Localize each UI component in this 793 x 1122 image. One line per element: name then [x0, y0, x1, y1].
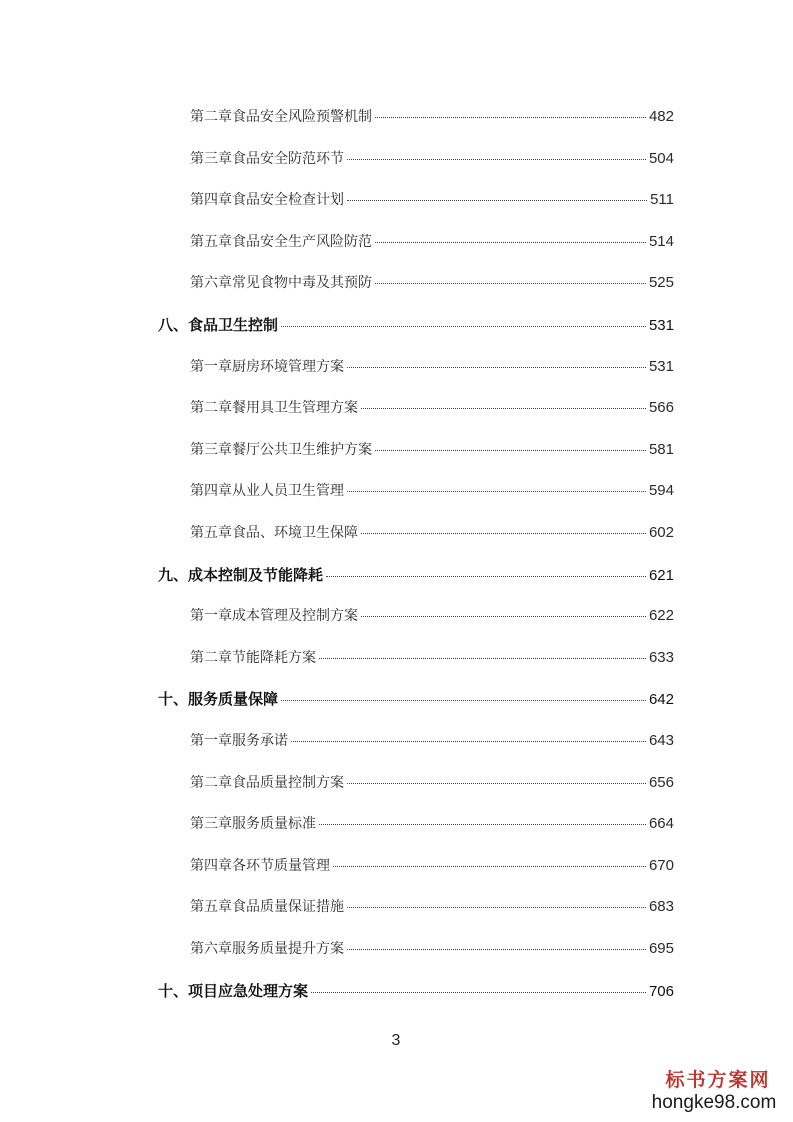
dot-leader	[326, 576, 646, 577]
dot-leader	[347, 491, 646, 492]
dot-leader	[333, 866, 646, 867]
toc-chapter-entry	[190, 439, 674, 461]
page-number: 3	[391, 1032, 401, 1049]
toc-entry-page: 594	[648, 482, 674, 499]
toc-entry-page: 706	[648, 983, 674, 1000]
dot-leader	[361, 616, 646, 617]
toc-chapter-entry	[190, 605, 674, 627]
toc-chapter-entry	[190, 480, 674, 502]
toc-entry-page: 531	[648, 317, 674, 334]
dot-leader	[375, 450, 646, 451]
toc-chapter-entry	[190, 189, 674, 211]
toc-chapter-entry	[190, 522, 674, 544]
toc-entry-title: 第三章食品安全防范环节	[190, 151, 344, 167]
toc-entry-title: 第三章服务质量标准	[190, 816, 316, 832]
dot-leader	[347, 907, 646, 908]
toc-entry-title: 第六章服务质量提升方案	[190, 941, 344, 957]
toc-entry-title: 第一章厨房环境管理方案	[190, 359, 344, 375]
dot-leader	[347, 367, 646, 368]
toc-entry-page: 602	[648, 524, 674, 541]
toc-entry-title: 第四章从业人员卫生管理	[190, 483, 344, 499]
toc-entry-page: 622	[648, 607, 674, 624]
dot-leader	[361, 408, 646, 409]
toc-entry-title: 第四章食品安全检查计划	[190, 192, 344, 208]
toc-entry-page: 695	[648, 940, 674, 957]
toc-section-entry	[158, 564, 674, 586]
toc-entry-title: 第三章餐厅公共卫生维护方案	[190, 442, 372, 458]
toc-entry-page: 621	[648, 567, 674, 584]
toc-entry-title: 第四章各环节质量管理	[190, 858, 330, 874]
dot-leader	[347, 159, 646, 160]
toc-entry-title: 第六章常见食物中毒及其预防	[190, 275, 372, 291]
toc-entry-title: 十、服务质量保障	[158, 690, 279, 708]
toc-chapter-entry	[190, 772, 674, 794]
watermark-chinese-text: 标书方案网	[665, 1069, 771, 1091]
toc-chapter-entry	[190, 231, 674, 253]
toc-entry-page: 581	[648, 441, 674, 458]
toc-section-entry	[158, 688, 674, 710]
toc-entry-title: 第二章食品安全风险预警机制	[190, 109, 372, 125]
toc-entry-page: 511	[650, 191, 674, 208]
toc-entry-page: 482	[648, 108, 674, 125]
toc-chapter-entry	[190, 938, 674, 960]
toc-entry-page: 642	[648, 691, 674, 708]
toc-section-entry	[158, 980, 674, 1002]
toc-entry-page: 643	[648, 732, 674, 749]
toc-chapter-entry	[190, 730, 674, 752]
toc-entry-page: 566	[648, 399, 674, 416]
toc-entry-page: 656	[648, 774, 674, 791]
toc-chapter-entry	[190, 647, 674, 669]
toc-chapter-entry	[190, 272, 674, 294]
toc-entry-title: 第五章食品质量保证措施	[190, 899, 344, 915]
dot-leader	[361, 533, 646, 534]
toc-entry-page: 664	[648, 815, 674, 832]
watermark-domain-text: hongke98.com	[651, 1092, 777, 1113]
dot-leader	[319, 824, 646, 825]
toc-entry-page: 525	[648, 274, 674, 291]
toc-chapter-entry	[190, 148, 674, 170]
toc-entry-title: 第二章餐用具卫生管理方案	[190, 400, 358, 416]
watermark-logo	[648, 1068, 788, 1114]
toc-entry-page: 531	[648, 358, 674, 375]
dot-leader	[281, 326, 646, 327]
dot-leader	[281, 700, 646, 701]
dot-leader	[375, 283, 646, 284]
toc-chapter-entry	[190, 855, 674, 877]
toc-entry-title: 十、项目应急处理方案	[158, 982, 309, 1000]
toc-entry-page: 633	[648, 649, 674, 666]
toc-chapter-entry	[190, 896, 674, 918]
toc-chapter-entry	[190, 106, 674, 128]
toc-chapter-entry	[190, 813, 674, 835]
toc-entry-title: 第一章服务承诺	[190, 733, 288, 749]
dot-leader	[319, 658, 646, 659]
toc-entry-page: 670	[648, 857, 674, 874]
toc-entry-title: 第二章节能降耗方案	[190, 650, 316, 666]
toc-chapter-entry	[190, 356, 674, 378]
toc-entry-page: 514	[648, 233, 674, 250]
toc-entry-title: 第一章成本管理及控制方案	[190, 608, 358, 624]
toc-section-entry	[158, 314, 674, 336]
toc-entry-title: 第二章食品质量控制方案	[190, 775, 344, 791]
toc-entry-title: 第五章食品安全生产风险防范	[190, 234, 372, 250]
dot-leader	[375, 117, 646, 118]
dot-leader	[347, 200, 647, 201]
dot-leader	[291, 741, 646, 742]
toc-entry-page: 504	[648, 150, 674, 167]
toc-entry-title: 八、食品卫生控制	[158, 316, 279, 334]
toc-entry-title: 第五章食品、环境卫生保障	[190, 525, 358, 541]
dot-leader	[375, 242, 646, 243]
dot-leader	[347, 783, 646, 784]
dot-leader	[311, 992, 646, 993]
toc-chapter-entry	[190, 397, 674, 419]
toc-entry-title: 九、成本控制及节能降耗	[158, 566, 324, 584]
toc-entry-page: 683	[648, 898, 674, 915]
dot-leader	[347, 949, 646, 950]
